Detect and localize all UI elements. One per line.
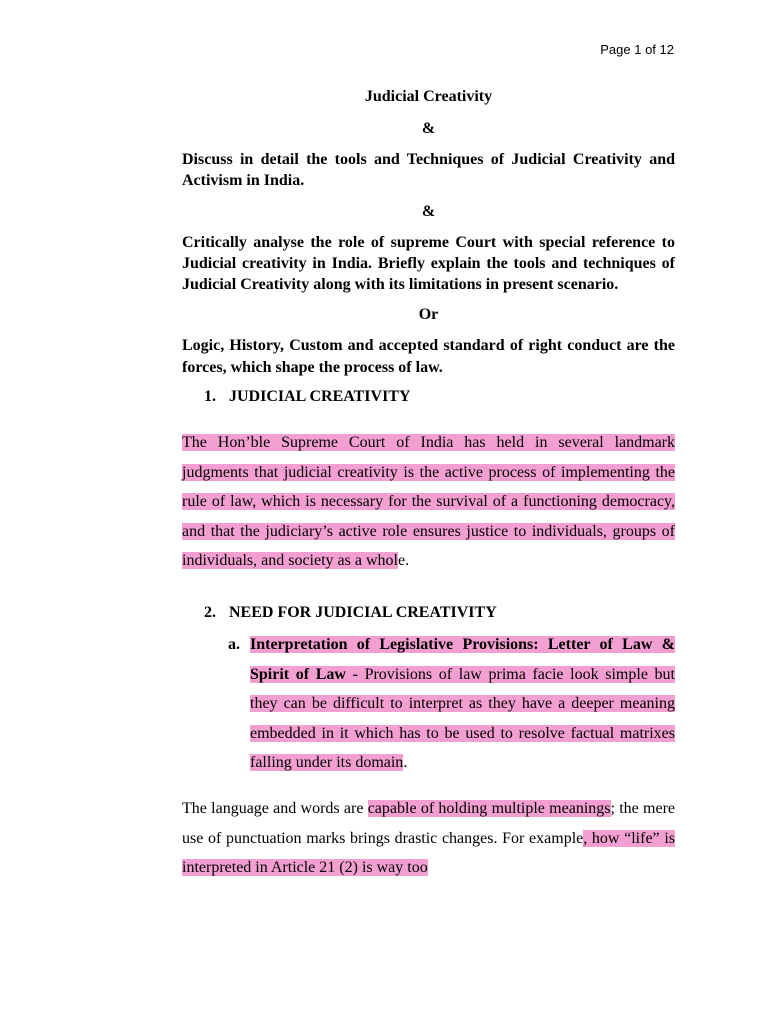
ampersand-separator: & (421, 120, 436, 137)
paragraph-part-3: ; the mere use of punctuation marks brings drastic changes. For example (182, 800, 676, 847)
paragraph-part-1: The language and words are (182, 800, 368, 818)
highlighted-text: The Hon’ble Supreme Court of India has held in several landmark judgments that judicial creativity is the active process of implementing the rule of law, which is necessary for the survival of a functioning democracy, and that the judiciary’s active role ensures justice to individuals, groups of individuals, and society as a whol (182, 434, 675, 570)
section-1-heading (204, 386, 675, 408)
paragraph-tail: e. (397, 552, 410, 570)
question-2: Critically analyse the role of supreme Court with special reference to Judicial creativity in India. Briefly explain the tools and techniques of Judicial Creativity along with its limitations in present scenario. (182, 233, 675, 294)
or-separator: Or (418, 306, 439, 324)
highlighted-text: capable of holding multiple meanings (367, 800, 611, 818)
list-item-a-text: Provisions of law prima facie look simple but they can be difficult to interpret as they have a deeper meaning embedded in it which has to be used to resolve factual matrixes falling under its domain (250, 665, 675, 772)
document-title: Judicial Creativity (364, 88, 493, 105)
highlighted-text: , how “life” is interpreted in Article 21 (2) is way too (182, 829, 676, 877)
page-number: Page 1 of 12 (600, 42, 674, 57)
document-body (182, 86, 675, 883)
ampersand-separator: & (421, 202, 436, 220)
section-1-number: 1. (204, 388, 216, 406)
section-1-title: JUDICIAL CREATIVITY (229, 388, 411, 406)
list-item-a-tail: . (403, 754, 408, 772)
section-2-paragraph (182, 794, 675, 883)
section-2-heading (204, 602, 675, 624)
list-item-a-label: a. (228, 636, 240, 654)
section-2-title: NEED FOR JUDICIAL CREATIVITY (229, 604, 497, 622)
question-3: Logic, History, Custom and accepted standard of right conduct are the forces, which shape the process of law. (182, 337, 675, 376)
section-1-paragraph (182, 428, 675, 576)
list-item-a-lead: Interpretation of Legislative Provisions: Letter of Law & Spirit of Law - (250, 636, 675, 683)
list-item-a (182, 630, 675, 778)
question-1: Discuss in detail the tools and Techniques of Judicial Creativity and Activism in India. (182, 151, 675, 190)
section-2-number: 2. (204, 604, 216, 622)
